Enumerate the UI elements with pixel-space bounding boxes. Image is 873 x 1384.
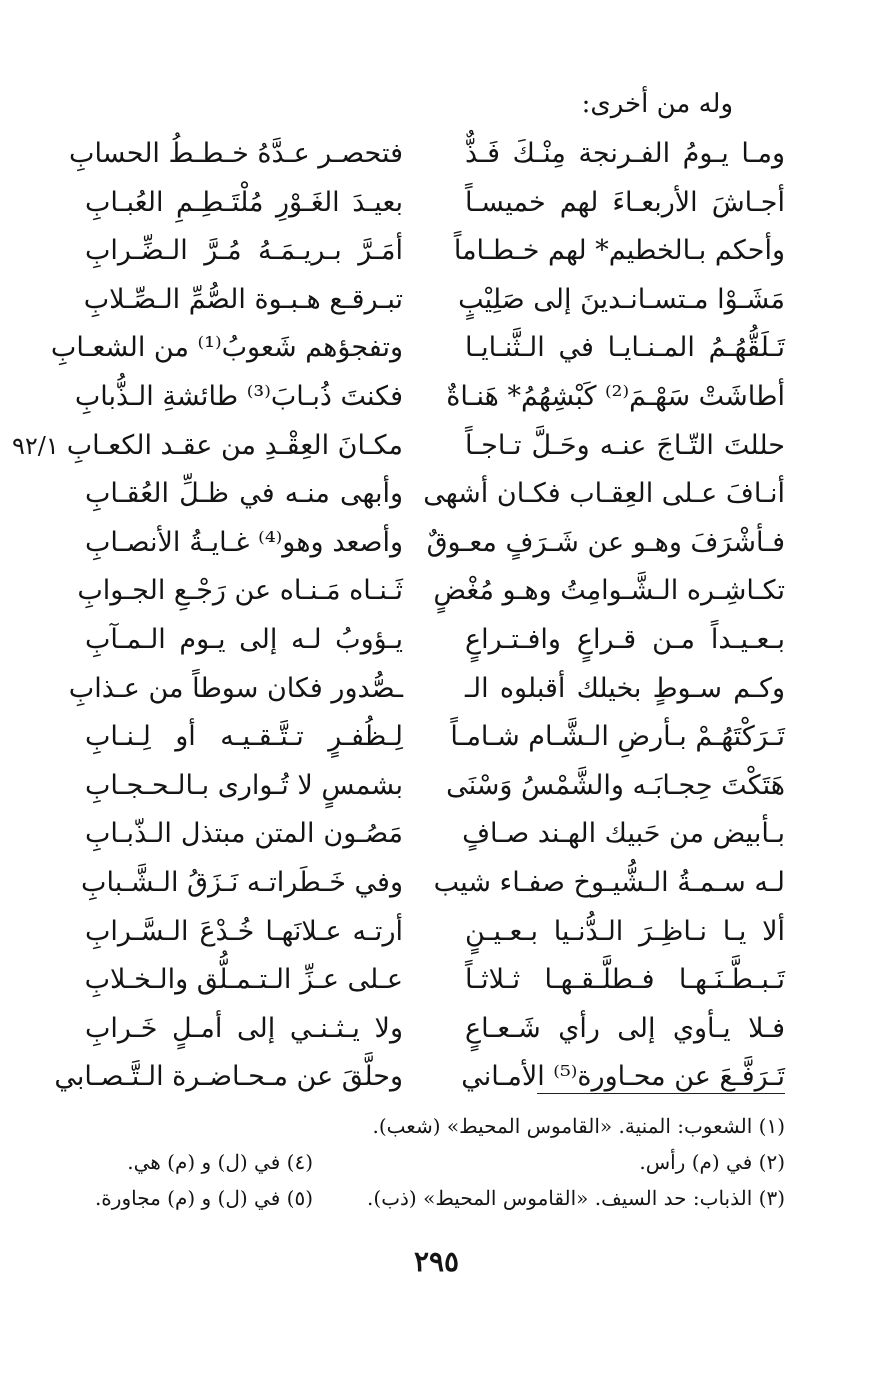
- verse-line: [0, 274, 873, 326]
- verse-first-hemistich: بـأبيض من حَبيك الهـند صـافٍ: [462, 818, 785, 850]
- verse-line: [0, 177, 873, 229]
- verse-first-hemistich: أنـافَ عـلى العِقـاب فكـان أشهى: [423, 478, 785, 510]
- verse-second-hemistich: فتحصـر عـدَّهُ خـطـطُ الحسابِ: [69, 138, 403, 169]
- verse-second-hemistich: أرتـه عـلانَهـا خُـدْعَ الـسَّـرابِ: [85, 915, 403, 947]
- verse-line: [0, 906, 873, 958]
- verse-line: [0, 371, 873, 423]
- verse-second-hemistich: بعيـدَ الغَـوْرِ مُلْتَـطِـمِ العُبـابِ: [85, 186, 403, 218]
- verse-first-hemistich: أجـاشَ الأربعـاءَ لهم خميسـاً: [465, 186, 785, 218]
- verse-second-hemistich: فكنتَ ذُبـابَ⁽³⁾ طائشةِ الـذُّبابِ: [74, 381, 403, 412]
- verse-second-hemistich: وتفجؤهم شَعوبُ⁽¹⁾ من الشعـابِ: [50, 332, 403, 364]
- verse-line: [0, 1051, 873, 1103]
- verse-second-hemistich: وحلَّقَ عن مـحـاضـرة الـتَّـصـابي: [54, 1061, 403, 1093]
- verse-first-hemistich: تَـرَفَّـعَ عن محـاورة⁽⁵⁾ الأمـاني: [461, 1061, 785, 1093]
- verse-line: [0, 711, 873, 763]
- verse-first-hemistich: تَـرَكْتَهُـمْ بـأرضِ الـشَّـام شـامـاً: [450, 721, 785, 753]
- verse-second-hemistich: بشمسٍ لا تُـوارى بـالـحـجـابِ: [85, 769, 403, 801]
- verse-first-hemistich: حللتَ التّـاجَ عنـه وحَـلَّ تـاجـاً: [465, 429, 785, 461]
- verse-line: [0, 128, 873, 180]
- verse-second-hemistich: وأبهى منـه في ظـلِّ العُقـابِ: [85, 478, 403, 510]
- verse-second-hemistich: لِـظُفـرٍ تـتَّـقـيـه أو لِـنـابِ: [85, 721, 403, 753]
- verse-first-hemistich: فـأشْرَفَ وهـو عن شَـرَفٍ معـوقٌ: [426, 526, 785, 558]
- verse-second-hemistich: ثَـنـاه مَـنـاه عن رَجْـعِ الجـوابِ: [77, 575, 403, 607]
- verse-first-hemistich: لـه سـمـةُ الـشُّيـوخ صفـاء شيب: [433, 867, 785, 898]
- verse-first-hemistich: مَشَـوْا مـتسـانـدينَ إلى صَلِيْبٍ: [458, 283, 785, 315]
- verse-second-hemistich: أمَـرَّ بـريـمَـهُ مُـرَّ الـضِّـرابِ: [85, 235, 403, 267]
- page-number: ٢٩٥: [413, 1245, 460, 1278]
- poem-intro: وله من أخرى:: [581, 89, 733, 119]
- verse-line: [0, 954, 873, 1006]
- footnote-4: (٤) في (ل) و (م) هي.: [127, 1150, 313, 1174]
- verse-second-hemistich: وفي خَـطَراتـه نَـزَقُ الـشَّـبابِ: [81, 867, 403, 898]
- verse-line: [0, 808, 873, 860]
- verse-line: [0, 468, 873, 520]
- verse-first-hemistich: ومـا يـومُ الفـرنجة مِنْـكَ فَـذٌّ: [465, 138, 785, 169]
- verse-line: [0, 225, 873, 277]
- verse-first-hemistich: تَـبـطَّـنَـهـا فـطلَّـقـهـا ثـلاثـاً: [465, 964, 785, 996]
- verse-second-hemistich: يـؤوبُ لـه إلى يـوم الـمـآبِ: [85, 624, 403, 655]
- verse-second-hemistich: تبـرقـع هـبـوة الصُّمِّ الـصِّـلابِ: [83, 283, 403, 315]
- footnote-3: (٣) الذباب: حد السيف. «القاموس المحيط» (ذب).: [367, 1186, 785, 1210]
- verse-line: [0, 614, 873, 666]
- verse-line: [0, 857, 873, 909]
- footnote-1: (١) الشعوب: المنية. «القاموس المحيط» (شعب).: [372, 1114, 785, 1138]
- verse-line: [0, 565, 873, 617]
- verse-first-hemistich: وكـم سـوطٍ بخيلك أقبلوه الـ: [465, 672, 785, 704]
- verse-line: [0, 517, 873, 569]
- verse-second-hemistich: عـلى عـزِّ الـتـمـلُّق والـخـلابِ: [84, 964, 403, 996]
- verse-second-hemistich: ولا يـثـنـي إلى أمـلٍ خَـرابِ: [85, 1012, 403, 1044]
- verse-first-hemistich: هَتَكْتَ حِجـابَـه والشَّمْسُ وَسْنَى: [446, 769, 785, 801]
- verse-second-hemistich: مكـانَ العِقْـدِ من عقـد الكعـابِ: [66, 429, 403, 461]
- verse-first-hemistich: تكـاشِـره الـشَّـوامِتُ وهـو مُغْضٍ: [433, 575, 785, 607]
- verse-line: [0, 663, 873, 715]
- verse-first-hemistich: ألا يـا نـاظِـرَ الـدُّنـيا بـعـيـنٍ: [465, 915, 785, 947]
- verse-line: [0, 322, 873, 374]
- verse-line: [0, 1003, 873, 1055]
- verse-second-hemistich: وأصعد وهو⁽⁴⁾ غـايـةُ الأنصـابِ: [85, 526, 403, 558]
- verse-second-hemistich: ـصُّدور فكان سوطاً من عـذابِ: [68, 672, 403, 704]
- verse-first-hemistich: تَـلَقُّهُـمُ المـنـايـا في الـثَّنـايـا: [465, 332, 785, 364]
- verse-first-hemistich: وأحكم بـالخطيم* لهم خـطـاماً: [453, 235, 785, 267]
- verse-line: [0, 420, 873, 472]
- verse-first-hemistich: أطاشَتْ سَهْـمَ⁽²⁾ كَبْشِهُمُ* هَنـاةٌ: [446, 381, 785, 412]
- footnote-2: (٢) في (م) رأس.: [639, 1150, 785, 1174]
- verse-first-hemistich: بـعـيـداً مـن قـراعٍ وافـتـراعٍ: [465, 624, 785, 655]
- footnote-5: (٥) في (ل) و (م) مجاورة.: [94, 1186, 313, 1210]
- footnote-rule: [537, 1093, 785, 1094]
- verse-first-hemistich: فـلا يـأوي إلى رأي شَـعـاعٍ: [465, 1012, 785, 1044]
- verse-line: [0, 760, 873, 812]
- margin-reference: ٩٢/١: [12, 431, 59, 460]
- verse-second-hemistich: مَصُـون المتن مبتذل الـذّبـابِ: [85, 818, 403, 850]
